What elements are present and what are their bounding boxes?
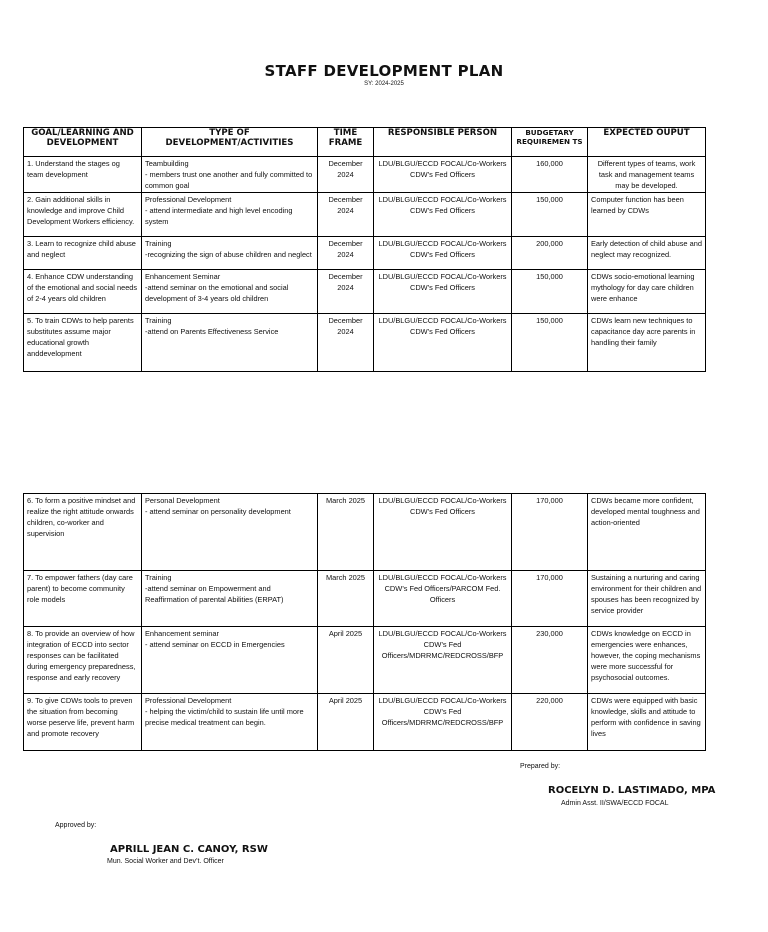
table-row — [24, 314, 706, 372]
cell-time: April 2025 — [318, 694, 374, 751]
header-row — [24, 128, 706, 157]
cell-goal: 5. To train CDWs to help parents substitutes assume major educational growth anddevelopment — [24, 314, 142, 372]
cell-output: Different types of teams, work task and management teams may be developed. — [588, 157, 706, 193]
cell-budget: 150,000 — [512, 270, 588, 314]
cell-person: LDU/BLGU/ECCD FOCAL/Co-Workers CDW’s Fed Officers — [374, 193, 512, 237]
cell-time: March 2025 — [318, 494, 374, 571]
cell-goal: 6. To form a positive mindset and realize the right attitude onwards children, co-worker and supervision — [24, 494, 142, 571]
approved-by-position: Mun. Social Worker and Dev’t. Officer — [107, 858, 224, 865]
cell-person: LDU/BLGU/ECCD FOCAL/Co-Workers CDW’s Fed Officers — [374, 270, 512, 314]
cell-type: Professional Development - helping the victim/child to sustain life until more precise medical treatment can begin. — [142, 694, 318, 751]
cell-goal: 4. Enhance CDW understanding of the emotional and social needs of 2-4 years old children — [24, 270, 142, 314]
cell-type: Professional Development - attend intermediate and high level encoding system — [142, 193, 318, 237]
approved-by-label: Approved by: — [55, 822, 97, 829]
cell-output: CDWs were equipped with basic knowledge, skills and attitude to perform with confidence in saving lives — [588, 694, 706, 751]
cell-type: Enhancement seminar - attend seminar on ECCD in Emergencies — [142, 627, 318, 694]
cell-type: Personal Development - attend seminar on personality development — [142, 494, 318, 571]
cell-time: December 2024 — [318, 157, 374, 193]
cell-time: April 2025 — [318, 627, 374, 694]
header-person: RESPONSIBLE PERSON — [374, 128, 512, 157]
cell-output: Computer function has been learned by CDWs — [588, 193, 706, 237]
header-output: EXPECTED OUPUT — [588, 128, 706, 157]
header-time: TIME FRAME — [318, 128, 374, 157]
cell-type: Training -recognizing the sign of abuse children and neglect — [142, 237, 318, 270]
cell-output: CDWs socio-emotional learning mythology for day care children were enhance — [588, 270, 706, 314]
cell-budget: 150,000 — [512, 314, 588, 372]
cell-person: LDU/BLGU/ECCD FOCAL/Co-Workers CDW’s Fed Officers — [374, 157, 512, 193]
school-year: SY: 2024-2025 — [364, 81, 404, 87]
cell-type: Training -attend seminar on Empowerment and Reaffirmation of parental Abilities (ERPAT) — [142, 571, 318, 627]
cell-goal: 3. Learn to recognize child abuse and neglect — [24, 237, 142, 270]
cell-output: Sustaining a nurturing and caring environment for their children and spouses has been recognized by service provider — [588, 571, 706, 627]
cell-output: CDWs became more confident, developed mental toughness and action-oriented — [588, 494, 706, 571]
cell-time: December 2024 — [318, 193, 374, 237]
cell-person: LDU/BLGU/ECCD FOCAL/Co-Workers CDW’s Fed Officers/PARCOM Fed. Officers — [374, 571, 512, 627]
header-goal: GOAL/LEARNING AND DEVELOPMENT — [24, 128, 142, 157]
cell-goal: 7. To empower fathers (day care parent) to become community role models — [24, 571, 142, 627]
cell-budget: 160,000 — [512, 157, 588, 193]
cell-goal: 9. To give CDWs tools to preven the situation from becoming worse peserve life, prevent harm and promote recovery — [24, 694, 142, 751]
cell-person: LDU/BLGU/ECCD FOCAL/Co-Workers CDW’s Fed Officers/MDRRMC/REDCROSS/BFP — [374, 694, 512, 751]
cell-output: Early detection of child abuse and neglect may recognized. — [588, 237, 706, 270]
cell-goal: 1. Understand the stages og team development — [24, 157, 142, 193]
cell-time: December 2024 — [318, 314, 374, 372]
cell-time: March 2025 — [318, 571, 374, 627]
table-row — [24, 193, 706, 237]
table-row — [24, 694, 706, 751]
cell-type: Teambuilding - members trust one another and fully committed to common goal — [142, 157, 318, 193]
cell-time: December 2024 — [318, 237, 374, 270]
cell-time: December 2024 — [318, 270, 374, 314]
cell-budget: 150,000 — [512, 193, 588, 237]
table-row — [24, 157, 706, 193]
header-budget: BUDGETARY REQUIREMEN TS — [512, 128, 588, 157]
table-row — [24, 237, 706, 270]
prepared-by-position: Admin Asst. II/SWA/ECCD FOCAL — [561, 800, 669, 807]
cell-budget: 230,000 — [512, 627, 588, 694]
cell-output: CDWs knowledge on ECCD in emergencies were enhances, however, the coping mechanisms were more successful for psychosocial outcomes. — [588, 627, 706, 694]
header-type: TYPE OF DEVELOPMENT/ACTIVITIES — [142, 128, 318, 157]
approved-by-name: APRILL JEAN C. CANOY, RSW — [110, 844, 268, 855]
cell-budget: 200,000 — [512, 237, 588, 270]
cell-output: CDWs learn new techniques to capacitance day acre parents in handling their family — [588, 314, 706, 372]
cell-budget: 170,000 — [512, 571, 588, 627]
cell-budget: 220,000 — [512, 694, 588, 751]
table-row — [24, 627, 706, 694]
cell-type: Enhancement Seminar -attend seminar on the emotional and social development of 3-4 years old children — [142, 270, 318, 314]
cell-type: Training -attend on Parents Effectiveness Service — [142, 314, 318, 372]
cell-person: LDU/BLGU/ECCD FOCAL/Co-Workers CDW’s Fed Officers — [374, 314, 512, 372]
prepared-by-label: Prepared by: — [520, 763, 561, 770]
cell-person: LDU/BLGU/ECCD FOCAL/Co-Workers CDW’s Fed Officers — [374, 237, 512, 270]
table-row — [24, 494, 706, 571]
document-title: STAFF DEVELOPMENT PLAN — [264, 62, 504, 80]
cell-goal: 2. Gain additional skills in knowledge and improve Child Development Workers efficiency. — [24, 193, 142, 237]
cell-person: LDU/BLGU/ECCD FOCAL/Co-Workers CDW’s Fed Officers/MDRRMC/REDCROSS/BFP — [374, 627, 512, 694]
plan-table-page-2 — [23, 493, 706, 751]
cell-goal: 8. To provide an overview of how integration of ECCD into sector responses can be facilitated during emergency preparedness, response and early recovery — [24, 627, 142, 694]
cell-person: LDU/BLGU/ECCD FOCAL/Co-Workers CDW’s Fed Officers — [374, 494, 512, 571]
table-row — [24, 270, 706, 314]
prepared-by-name: ROCELYN D. LASTIMADO, MPA — [548, 785, 716, 796]
cell-budget: 170,000 — [512, 494, 588, 571]
plan-table-page-1 — [23, 127, 706, 372]
table-row — [24, 571, 706, 627]
